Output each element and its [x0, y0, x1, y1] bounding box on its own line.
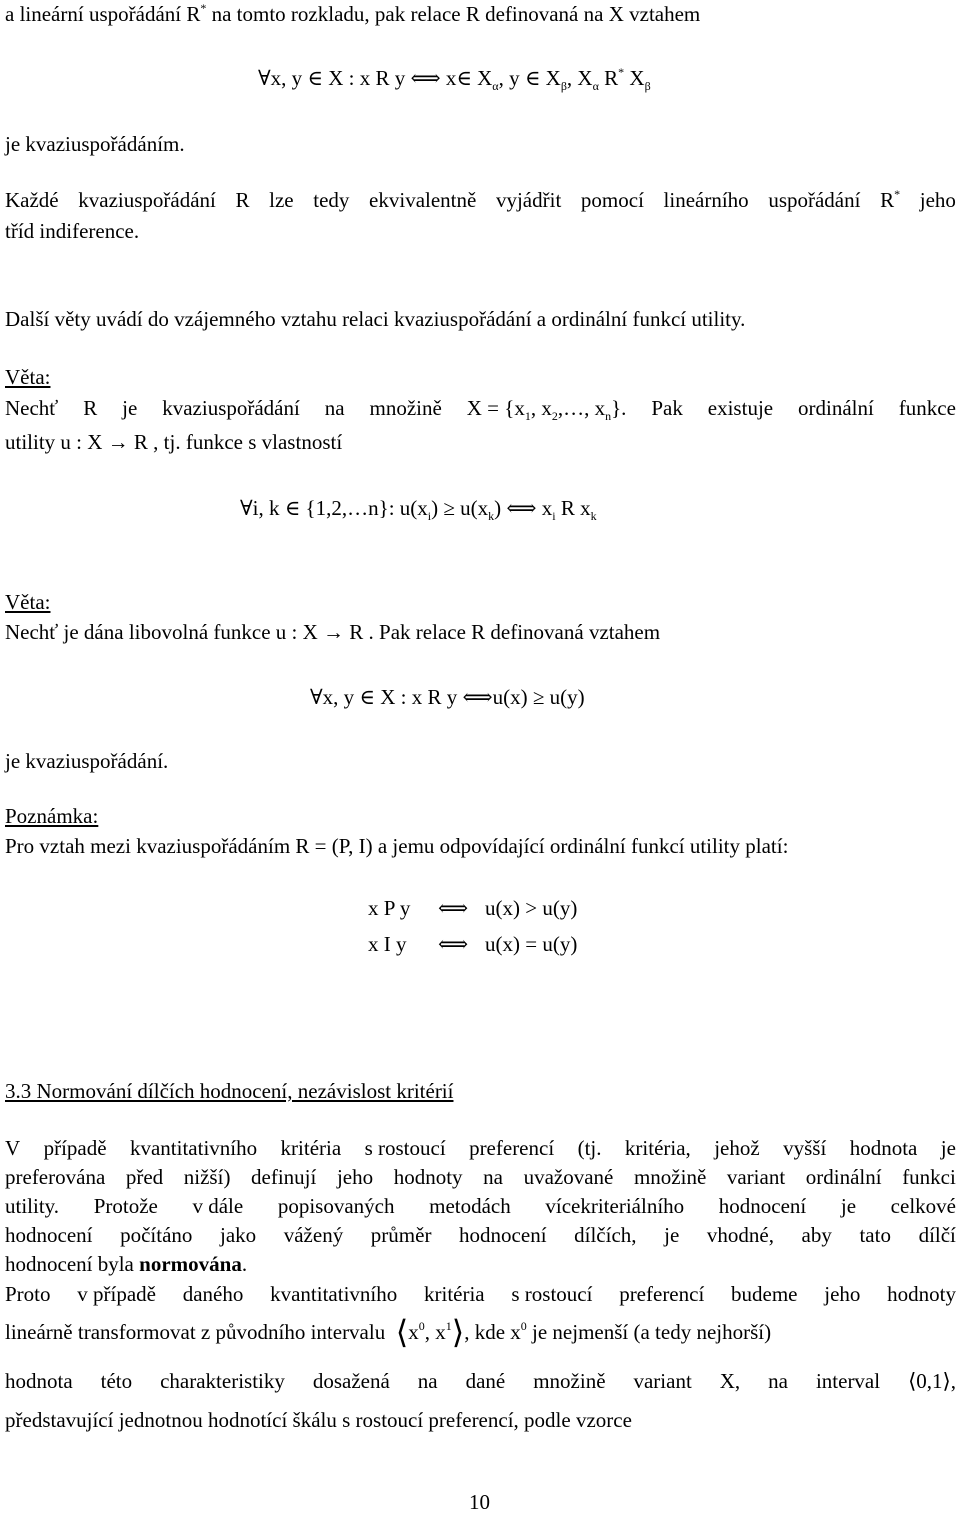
- formula-row: x I y: [368, 932, 407, 956]
- equivalence-symbol: ⟺: [438, 932, 469, 956]
- theorem-heading: Věta:: [5, 590, 51, 614]
- text-line: představující jednotnou hodnotící škálu s rostoucí preferencí, podle vzorce: [5, 1408, 632, 1432]
- text-line: hodnocení byla normována.: [5, 1252, 248, 1276]
- text-line-justified: hodnota této charakteristiky dosažená na dané množině variant X, na interval ⟨0,1⟩,: [5, 1369, 956, 1393]
- emphasis: normována: [139, 1252, 242, 1276]
- section-title: 3.3 Normování dílčích hodnocení, nezávislost kritérií: [5, 1079, 454, 1103]
- page-number: 10: [469, 1490, 490, 1514]
- text-line: a lineární uspořádání R* na tomto rozkladu, pak relace R definovaná na X vztahem: [5, 1, 701, 26]
- text-line: Nechť je dána libovolná funkce u : X → R . Pak relace R definovaná vztahem: [5, 620, 661, 644]
- text-line-justified: preferována před nižší) definují jeho hodnoty na uvažované množině variant ordinální funkci: [5, 1165, 956, 1189]
- formula-row: u(x) = u(y): [485, 932, 578, 956]
- formula-row: x P y: [368, 896, 411, 920]
- text-line: utility u : X → R , tj. funkce s vlastností: [5, 430, 343, 454]
- text-line: je kvaziuspořádáním.: [5, 132, 185, 156]
- text-line-justified: V případě kvantitativního kritéria s rostoucí preferencí (tj. kritéria, jehož vyšší hodnota je: [5, 1136, 956, 1160]
- text-line: Další věty uvádí do vzájemného vztahu relaci kvaziuspořádání a ordinální funkcí utility.: [5, 307, 746, 331]
- formula-utility: ∀i, k ∈ {1,2,…n}: $u(x_i) \ge u(x_k)$ ⟺ $x_i$ R $x_k$: [240, 496, 597, 523]
- interval-0-1: ⟨0,1⟩,: [908, 1369, 956, 1393]
- equivalence-symbol: ⟺: [438, 896, 469, 920]
- text-line-justified: Nechť R je kvaziuspořádání na množině $X = \{x_1$, $x_2,\dots$, $x_n$}. Pak existuje ordinální funkce: [5, 396, 956, 423]
- text-line-justified: utility. Protože v dále popisovaných metodách vícekriteriálního hodnocení je celkové: [5, 1194, 956, 1218]
- text-line-justified: Proto v případě daného kvantitativního kritéria s rostoucí preferencí budeme jeho hodnoty: [5, 1282, 956, 1306]
- set-expression: $X = \{x_1$, $x_2,\dots$, $x_n$}.: [466, 396, 627, 423]
- text-line: tříd indiference.: [5, 219, 140, 243]
- note-heading: Poznámka:: [5, 804, 99, 828]
- text-line-justified: Každé kvaziuspořádání R lze tedy ekvivalentně vyjádřit pomocí lineárního uspořádání R* jeho: [5, 187, 956, 212]
- text-line: lineárně transformovat z původního intervalu $⟨x^0$, $x^1⟩$, kde $x^0$ je nejmenší (a tedy nejhorší): [5, 1314, 772, 1350]
- formula-relation: ∀x, y ∈ X : x R y ⟺ x∈ $X_\alpha$, y ∈ $X_\beta$, $X_\alpha$ R* $X_\beta$: [258, 65, 651, 93]
- theorem-heading: Věta:: [5, 365, 51, 389]
- text-line-justified: hodnocení počítáno jako vážený průměr hodnocení dílčích, je vhodné, aby tato dílčí: [5, 1223, 956, 1247]
- formula-relation-2: ∀x, y ∈ X : x R y ⟺u(x) ≥ u(y): [310, 685, 585, 709]
- text-line: Pro vztah mezi kvaziuspořádáním R = (P, I) a jemu odpovídající ordinální funkcí utility platí:: [5, 834, 789, 858]
- text-line: je kvaziuspořádání.: [5, 749, 169, 773]
- formula-row: u(x) > u(y): [485, 896, 578, 920]
